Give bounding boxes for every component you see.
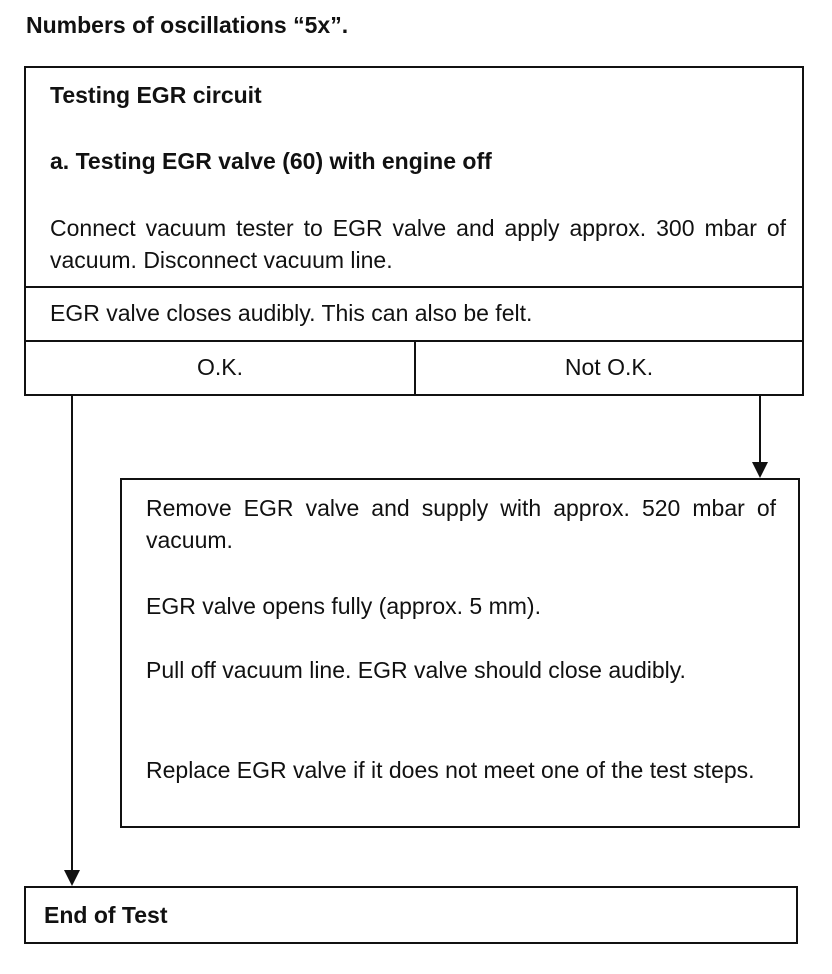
step-instruction: Connect vacuum tester to EGR valve and apply approx. 300 mbar of vacuum. Disconnect vacuum line.: [50, 215, 786, 273]
not-ok-flow-arrowhead: [752, 462, 768, 478]
step-title: a. Testing EGR valve (60) with engine off: [50, 148, 492, 174]
result-not-ok-label: Not O.K.: [564, 354, 654, 380]
ok-flow-arrowhead: [64, 870, 80, 886]
repair-step-1: Remove EGR valve and supply with approx. 520 mbar of vacuum.: [146, 495, 776, 553]
page-heading: Numbers of oscillations “5x”.: [26, 12, 349, 38]
check-condition: EGR valve closes audibly. This can also be felt.: [50, 300, 533, 326]
repair-step-3: Pull off vacuum line. EGR valve should close audibly.: [146, 657, 686, 683]
end-of-test-label: End of Test: [44, 902, 168, 928]
repair-step-2: EGR valve opens fully (approx. 5 mm).: [146, 593, 541, 619]
procedure-title: Testing EGR circuit: [50, 82, 262, 108]
repair-step-4: Replace EGR valve if it does not meet one of the test steps.: [146, 757, 755, 783]
result-ok-label: O.K.: [196, 354, 243, 380]
